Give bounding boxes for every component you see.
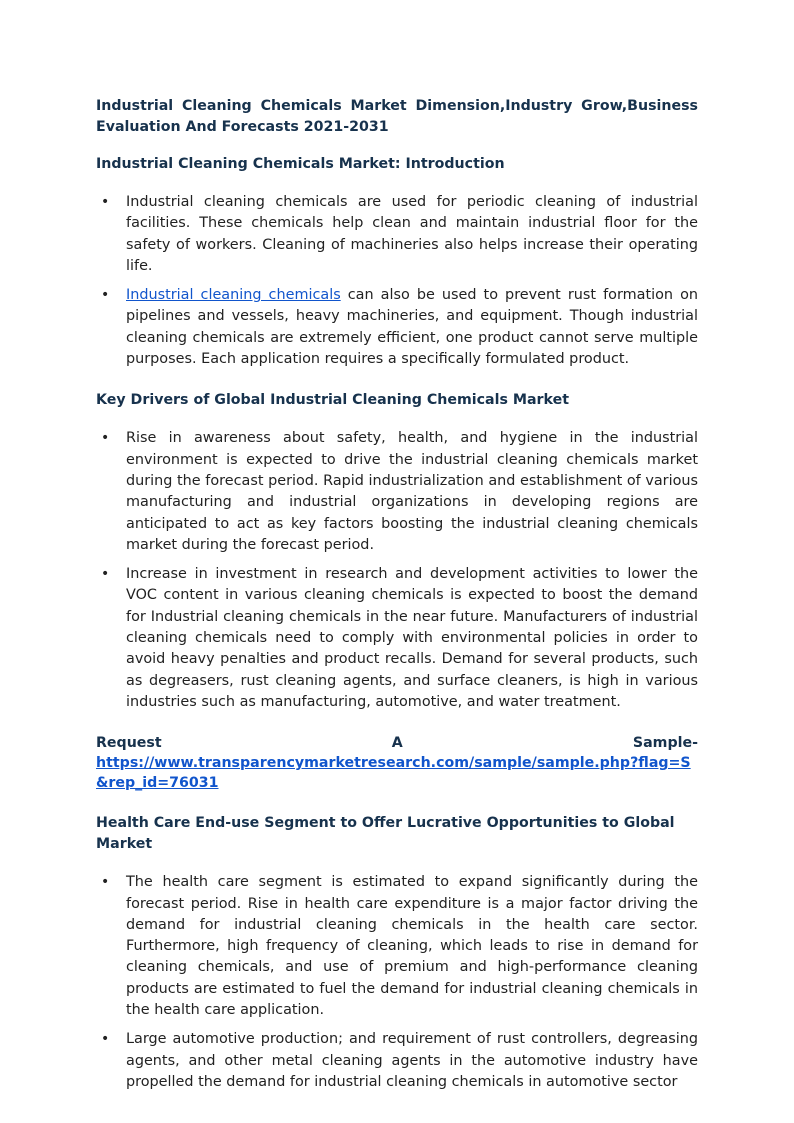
bullet-text: can also be used to prevent rust formation on pipelines and vessels, heavy machineries, and equipment. Though industrial cleaning chemicals are extremely efficient, one product cannot serve multiple purposes. Each application requires a specifically formulated product. bbox=[126, 287, 698, 368]
bullet-text: Rise in awareness about safety, health, and hygiene in the industrial environment is expected to drive the industrial cleaning chemicals market during the forecast period. Rapid industrialization and establishment of various manufacturing and industrial organizations in developing regions are anticipated to act as key factors boosting the industrial cleaning chemicals market during the forecast period. bbox=[126, 430, 698, 553]
bullet-list-health-care bbox=[96, 872, 698, 1093]
request-sample-link[interactable]: https://www.transparencymarketresearch.com/sample/sample.php?flag=S&rep_id=76031 bbox=[96, 755, 691, 792]
list-item bbox=[96, 872, 698, 1021]
bullet-icon: • bbox=[101, 1031, 110, 1048]
bullet-icon: • bbox=[101, 194, 110, 210]
request-word: Sample- bbox=[632, 735, 698, 752]
document-body bbox=[96, 96, 698, 1101]
list-item bbox=[96, 428, 698, 556]
bullet-text: Increase in investment in research and development activities to lower the VOC content in various cleaning chemicals is expected to boost the demand for Industrial cleaning chemicals in the near future. Manufacturers of industrial cleaning chemicals need to comply with environmental policies in order to avoid heavy penalties and product recalls. Demand for several products, such as degreasers, rust cleaning agents, and surface cleaners, is high in various industries such as manufacturing, automotive, and water treatment. bbox=[126, 566, 698, 710]
bullet-icon: • bbox=[101, 430, 110, 447]
request-word: Request bbox=[96, 735, 162, 752]
bullet-list-introduction bbox=[96, 192, 698, 370]
bullet-icon: • bbox=[101, 566, 110, 583]
section-heading-introduction: Industrial Cleaning Chemicals Market: Introduction bbox=[96, 156, 505, 172]
section-heading-health-care: Health Care End-use Segment to Offer Lucrative Opportunities to Global Market bbox=[96, 815, 675, 853]
bullet-text: Large automotive production; and requirement of rust controllers, degreasing agents, and other metal cleaning agents in the automotive industry have propelled the demand for industrial cleaning chemicals in automotive sector bbox=[126, 1031, 698, 1090]
section-heading-key-drivers: Key Drivers of Global Industrial Cleaning Chemicals Market bbox=[96, 392, 569, 409]
bullet-list-key-drivers bbox=[96, 428, 698, 713]
list-item bbox=[96, 285, 698, 370]
bullet-text: Industrial cleaning chemicals are used for periodic cleaning of industrial facilities. These chemicals help clean and maintain industrial floor for the safety of workers. Cleaning of machineries also helps increase their operating life. bbox=[126, 194, 698, 274]
bullet-text: The health care segment is estimated to expand significantly during the forecast period. Rise in health care expenditure is a major factor driving the demand for industrial cleaning chemicals in the health care sector. Furthermore, high frequency of cleaning, which leads to rise in demand for cleaning chemicals, and use of premium and high-performance cleaning products are estimated to fuel the demand for industrial cleaning chemicals in the health care application. bbox=[126, 874, 698, 1019]
bullet-icon: • bbox=[101, 287, 110, 304]
list-item bbox=[96, 1029, 698, 1093]
list-item bbox=[96, 192, 698, 277]
industrial-cleaning-chemicals-link[interactable]: Industrial cleaning chemicals bbox=[126, 287, 341, 304]
request-word: A bbox=[391, 735, 403, 752]
list-item bbox=[96, 564, 698, 713]
request-sample-label bbox=[96, 733, 698, 753]
bullet-icon: • bbox=[101, 874, 110, 891]
request-sample-block bbox=[96, 733, 698, 793]
document-title: Industrial Cleaning Chemicals Market Dimension,Industry Grow,Business Evaluation And Forecasts 2021-2031 bbox=[96, 98, 698, 135]
